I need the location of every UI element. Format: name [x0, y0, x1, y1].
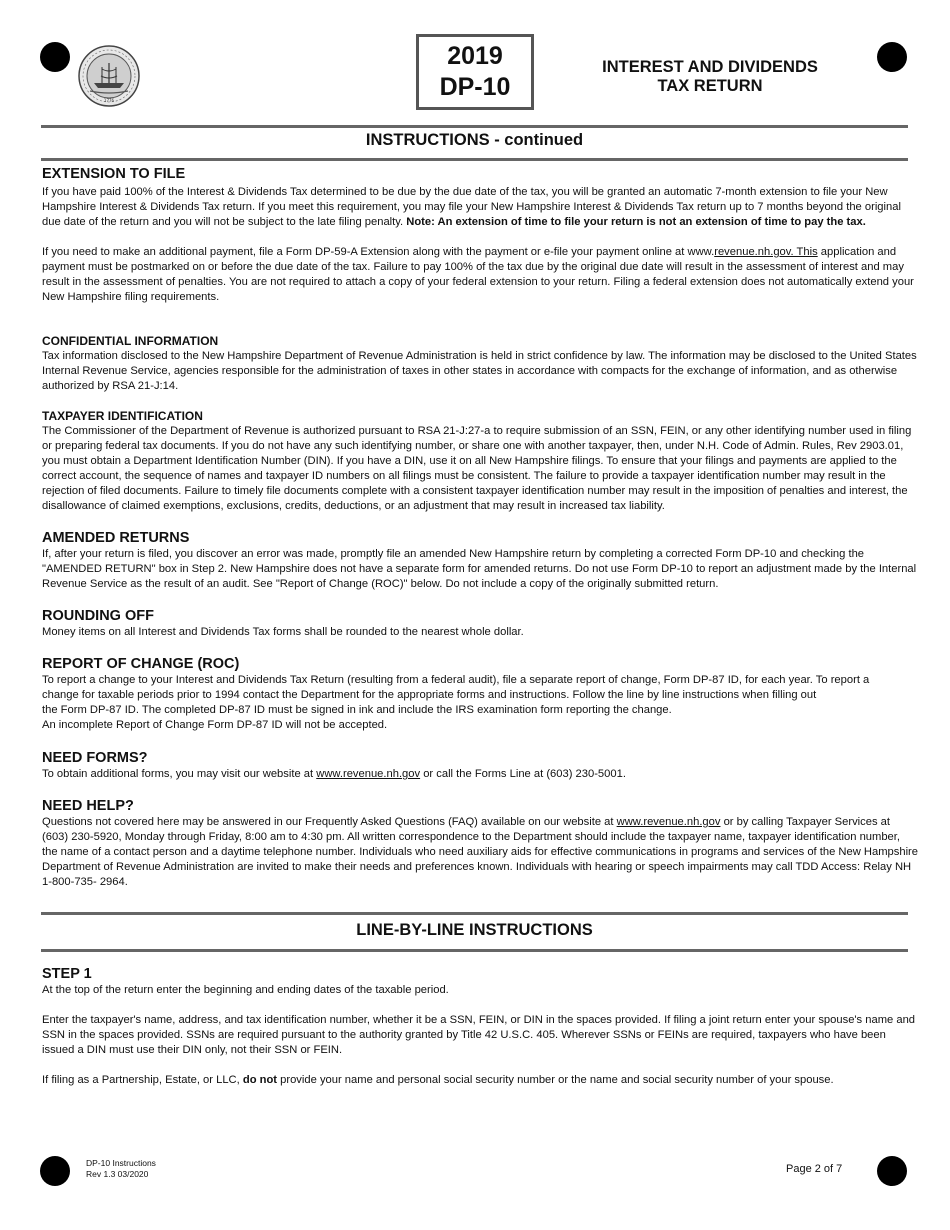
section-extension	[42, 165, 918, 305]
help-body-text-cont: or by calling Taxpayer Services at (603) 230-5920, Monday through Friday, 8:00 am to 4:30 pm. All written correspondence to the Department should include the taxpayer name, taxpayer identification number, the name of a contact person and a daytime telephone number. Individuals who need auxiliary aids for effective communications in programs and services of the New Hampshire Department of Revenue Administration are invited to make their needs and preferences known. Individuals with hearing or speech impairments may call TDD Access: Relay NH 1-800-735- 2964.	[42, 816, 918, 888]
form-title-line1: INTEREST AND DIVIDENDS	[602, 58, 818, 76]
roc-line-4: An incomplete Report of Change Form DP-87 ID will not be accepted.	[42, 719, 388, 731]
extension-p2-text: If you need to make an additional payment, file a Form DP-59-A Extension along with the payment or e-file your payment online at www.	[42, 246, 715, 258]
section-amended	[42, 529, 918, 592]
form-id-box	[416, 34, 534, 110]
extension-heading: EXTENSION TO FILE	[42, 166, 186, 182]
section-rounding	[42, 607, 918, 640]
registration-mark-top-left	[40, 42, 70, 72]
divider	[41, 158, 908, 161]
help-body	[42, 815, 918, 890]
form-year: 2019	[447, 42, 503, 70]
section-step-1	[42, 965, 918, 1088]
forms-website-link[interactable]: www.revenue.nh.gov	[316, 768, 421, 780]
step1-do-not: do not	[242, 1074, 278, 1086]
section-banner-line-by-line: LINE-BY-LINE INSTRUCTIONS	[356, 921, 593, 939]
seal-year: 1776	[103, 98, 115, 103]
extension-p2-text-cont: application and payment must be postmarked on or before the due date of the tax. Failure to pay 100% of the tax due by the original due date will result in the assessment of interest and may result in the assessment of penalties. You are not required to attach a copy of your federal extension to your return. Filing a federal extension does not automatically extend your New Hampshire filing requirements.	[42, 246, 914, 303]
taxpayer-id-body: The Commissioner of the Department of Revenue is authorized pursuant to RSA 21-J:27-a to require submission of an SSN, FEIN, or any other identifying number used in filing or preparing federal tax documents. If you do not have any such identifying number, or share one with another taxpayer, then, under N.H. Code of Admin. Rules, Rev 2903.01, you must obtain a Department Identification Number (DIN). If you have a DIN, use it on all New Hampshire filings. To ensure that your filings and payments are applied to the correct account, the sequence of names and taxpayer ID numbers on all filings must be consistent. The failure to provide a taxpayer identification number may result in the rejection of filed documents. Failure to timely file documents complete with a consistent taxpayer identification number may result in the imposition of penalties and interest, the disallowance of claimed exemptions, exclusions, credits, deductions, or an adjustment that may result in increased tax liability.	[42, 425, 912, 512]
state-seal-icon	[78, 45, 140, 107]
step1-paragraph-1: At the top of the return enter the beginning and ending dates of the taxable period.	[42, 984, 449, 996]
section-report-of-change	[42, 655, 918, 733]
extension-note: Note: An extension of time to file your return is not an extension of time to pay the tax.	[406, 216, 866, 228]
forms-body-text: To obtain additional forms, you may visit our website at	[42, 768, 317, 780]
forms-body	[42, 767, 918, 782]
step1-paragraph-2: Enter the taxpayer's name, address, and tax identification number, whether it be a SSN, FEIN, or DIN in the spaces provided. If filing a joint return enter your spouse's name and SSN in the spaces provided. SSNs are required pursuant to the authority granted by Title 42 U.S.C. 405. Wherever SSNs or FEINs are required, taxpayers who have been issued a DIN must use their DIN only, not their SSN or FEIN.	[42, 1014, 916, 1056]
footer-form-name: DP-10 Instructions	[86, 1158, 156, 1168]
registration-mark-bottom-left	[40, 1156, 70, 1186]
confidential-heading: CONFIDENTIAL INFORMATION	[42, 334, 219, 348]
step1-heading: STEP 1	[42, 966, 92, 982]
extension-paragraph-2	[42, 245, 918, 305]
roc-line-3: the Form DP-87 ID. The completed DP-87 ID must be signed in ink and include the IRS examination form reporting the change.	[42, 704, 672, 716]
section-need-help	[42, 797, 918, 890]
registration-mark-bottom-right	[877, 1156, 907, 1186]
registration-mark-top-right	[877, 42, 907, 72]
rounding-body: Money items on all Interest and Dividends Tax forms shall be rounded to the nearest whole dollar.	[42, 626, 524, 638]
amended-body: If, after your return is filed, you discover an error was made, promptly file an amended New Hampshire return by completing a corrected Form DP-10 and checking the "AMENDED RETURN" box in Step 2. New Hampshire does not have a separate form for amended returns. Do not use Form DP-10 to report an adjustment made by the Internal Revenue Service as the result of an audit. See "Report of Change (ROC)" below. Do not include a copy of the originally submitted return.	[42, 548, 917, 590]
section-confidential	[42, 333, 918, 394]
step1-p3-text: If filing as a Partnership, Estate, or LLC,	[42, 1074, 243, 1086]
step1-p3-text-cont: provide your name and personal social security number or the name and social security number of your spouse.	[277, 1074, 834, 1086]
form-title	[575, 58, 845, 96]
footer-form-info	[86, 1158, 156, 1180]
page-number: Page 2 of 7	[786, 1163, 843, 1175]
divider	[41, 125, 908, 128]
form-number: DP-10	[439, 73, 511, 101]
help-heading: NEED HELP?	[42, 798, 134, 814]
rounding-heading: ROUNDING OFF	[42, 608, 154, 624]
taxpayer-id-heading: TAXPAYER IDENTIFICATION	[42, 409, 203, 423]
section-banner-instructions: INSTRUCTIONS - continued	[365, 131, 584, 149]
revenue-link[interactable]: revenue.nh.gov. This	[714, 246, 818, 258]
help-website-link[interactable]: www.revenue.nh.gov	[616, 816, 721, 828]
extension-p1-text: If you have paid 100% of the Interest & Dividends Tax determined to be due by the due date of the tax, you will be granted an automatic 7-month extension to file your New Hampshire Interest & Dividends Tax return. If you meet this requirement, you may file your New Hampshire Interest & Dividends Tax return up to 7 months beyond the original due date of the return and you will not be subject to the late filing penalty.	[42, 186, 901, 228]
roc-line-2: change for taxable periods prior to 1994 contact the Department for the appropriate forms and instructions. Follow the line by line instructions when filling out	[42, 689, 817, 701]
section-need-forms	[42, 749, 918, 782]
forms-body-text-cont: or call the Forms Line at (603) 230-5001.	[420, 768, 626, 780]
divider	[41, 949, 908, 952]
footer-revision: Rev 1.3 03/2020	[86, 1169, 149, 1179]
extension-paragraph-1	[42, 185, 918, 230]
roc-line-1: To report a change to your Interest and Dividends Tax Return (resulting from a federal audit), file a separate report of change, Form DP-87 ID, for each year. To report a	[42, 674, 870, 686]
form-title-line2: TAX RETURN	[657, 77, 763, 95]
help-body-text: Questions not covered here may be answered in our Frequently Asked Questions (FAQ) available on our website at	[42, 816, 617, 828]
divider	[41, 912, 908, 915]
step1-paragraph-3	[42, 1073, 918, 1088]
roc-heading: REPORT OF CHANGE (ROC)	[42, 656, 240, 672]
forms-heading: NEED FORMS?	[42, 750, 148, 766]
section-taxpayer-id	[42, 408, 918, 514]
amended-heading: AMENDED RETURNS	[42, 530, 190, 546]
confidential-body: Tax information disclosed to the New Hampshire Department of Revenue Administration is held in strict confidence by law. The information may be disclosed to the United States Internal Revenue Service, agencies responsible for the administration of taxes in other states in accordance with compacts for the exchange of information, and as otherwise authorized by RSA 21-J:14.	[42, 350, 917, 392]
